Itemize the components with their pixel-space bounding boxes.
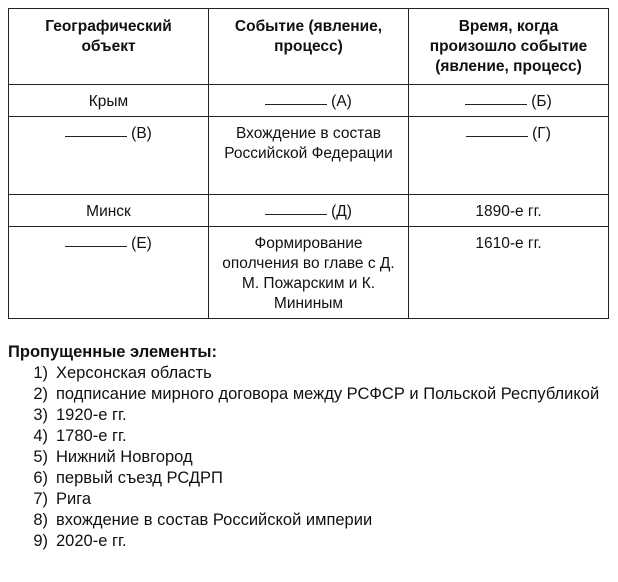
task-table-container bbox=[8, 8, 608, 319]
cell-object[interactable] bbox=[9, 117, 209, 195]
cell-time bbox=[409, 227, 609, 319]
header-event: Событие (явление, процесс) bbox=[209, 9, 409, 85]
cell-event[interactable] bbox=[209, 85, 409, 117]
cell-event bbox=[209, 117, 409, 195]
list-item bbox=[8, 363, 608, 384]
missing-elements-block bbox=[8, 342, 608, 552]
list-item-number: 3) bbox=[33, 406, 48, 424]
list-item bbox=[8, 468, 608, 489]
cell-object bbox=[9, 195, 209, 227]
list-item-number: 2) bbox=[33, 385, 48, 403]
cell-text: Минск bbox=[86, 203, 131, 220]
table-row bbox=[9, 85, 609, 117]
list-item-text: Херсонская область bbox=[56, 364, 212, 382]
list-item-text: Рига bbox=[56, 490, 92, 508]
list-item-text: подписание мирного договора между РСФСР и Польской Республикой bbox=[56, 385, 600, 403]
cell-text: (А) bbox=[331, 93, 352, 110]
cell-text: Вхождение в состав Российской Федерации bbox=[224, 125, 393, 162]
cell-event[interactable] bbox=[209, 195, 409, 227]
cell-time[interactable] bbox=[409, 85, 609, 117]
list-item bbox=[8, 447, 608, 468]
answer-blank bbox=[265, 103, 327, 105]
list-item-text: первый съезд РСДРП bbox=[56, 469, 223, 487]
cell-text: (Д) bbox=[331, 203, 352, 220]
cell-text: Формирование ополчения во главе с Д. М. Пожарским и К. Мининым bbox=[222, 235, 395, 312]
cell-text: (Б) bbox=[531, 93, 552, 110]
list-item bbox=[8, 426, 608, 447]
cell-text: (Е) bbox=[131, 235, 152, 252]
list-item-number: 1) bbox=[33, 364, 48, 382]
list-item bbox=[8, 405, 608, 426]
list-item-text: Нижний Новгород bbox=[56, 448, 193, 466]
list-item-number: 8) bbox=[33, 511, 48, 529]
answer-blank bbox=[265, 213, 327, 215]
cell-text: 1610-е гг. bbox=[475, 235, 542, 252]
cell-time[interactable] bbox=[409, 117, 609, 195]
answer-blank bbox=[465, 103, 527, 105]
cell-object bbox=[9, 85, 209, 117]
list-item-number: 7) bbox=[33, 490, 48, 508]
list-item bbox=[8, 489, 608, 510]
cell-object[interactable] bbox=[9, 227, 209, 319]
list-item-text: 1780-е гг. bbox=[56, 427, 127, 445]
answer-blank bbox=[466, 135, 528, 137]
list-item bbox=[8, 510, 608, 531]
table-row bbox=[9, 227, 609, 319]
list-item-number: 9) bbox=[33, 532, 48, 550]
list-item-text: 2020-е гг. bbox=[56, 532, 127, 550]
task-table bbox=[8, 8, 609, 319]
header-geographic-object: Географический объект bbox=[9, 9, 209, 85]
table-header-row bbox=[9, 9, 609, 85]
list-item bbox=[8, 384, 608, 405]
header-time: Время, когда произошло событие (явление, процесс) bbox=[409, 9, 609, 85]
missing-elements-title: Пропущенные элементы: bbox=[8, 343, 217, 361]
list-item-number: 4) bbox=[33, 427, 48, 445]
list-item-number: 6) bbox=[33, 469, 48, 487]
list-item-text: вхождение в состав Российской империи bbox=[56, 511, 373, 529]
list-item-number: 5) bbox=[33, 448, 48, 466]
cell-text: (В) bbox=[131, 125, 152, 142]
table-row bbox=[9, 117, 609, 195]
answer-blank bbox=[65, 135, 127, 137]
cell-time bbox=[409, 195, 609, 227]
answer-blank bbox=[65, 245, 127, 247]
list-item bbox=[8, 531, 608, 552]
cell-text: Крым bbox=[88, 93, 129, 110]
cell-text: (Г) bbox=[532, 125, 551, 142]
missing-elements-list bbox=[8, 363, 608, 552]
cell-event bbox=[209, 227, 409, 319]
list-item-text: 1920-е гг. bbox=[56, 406, 127, 424]
cell-text: 1890-е гг. bbox=[475, 203, 542, 220]
table-row bbox=[9, 195, 609, 227]
